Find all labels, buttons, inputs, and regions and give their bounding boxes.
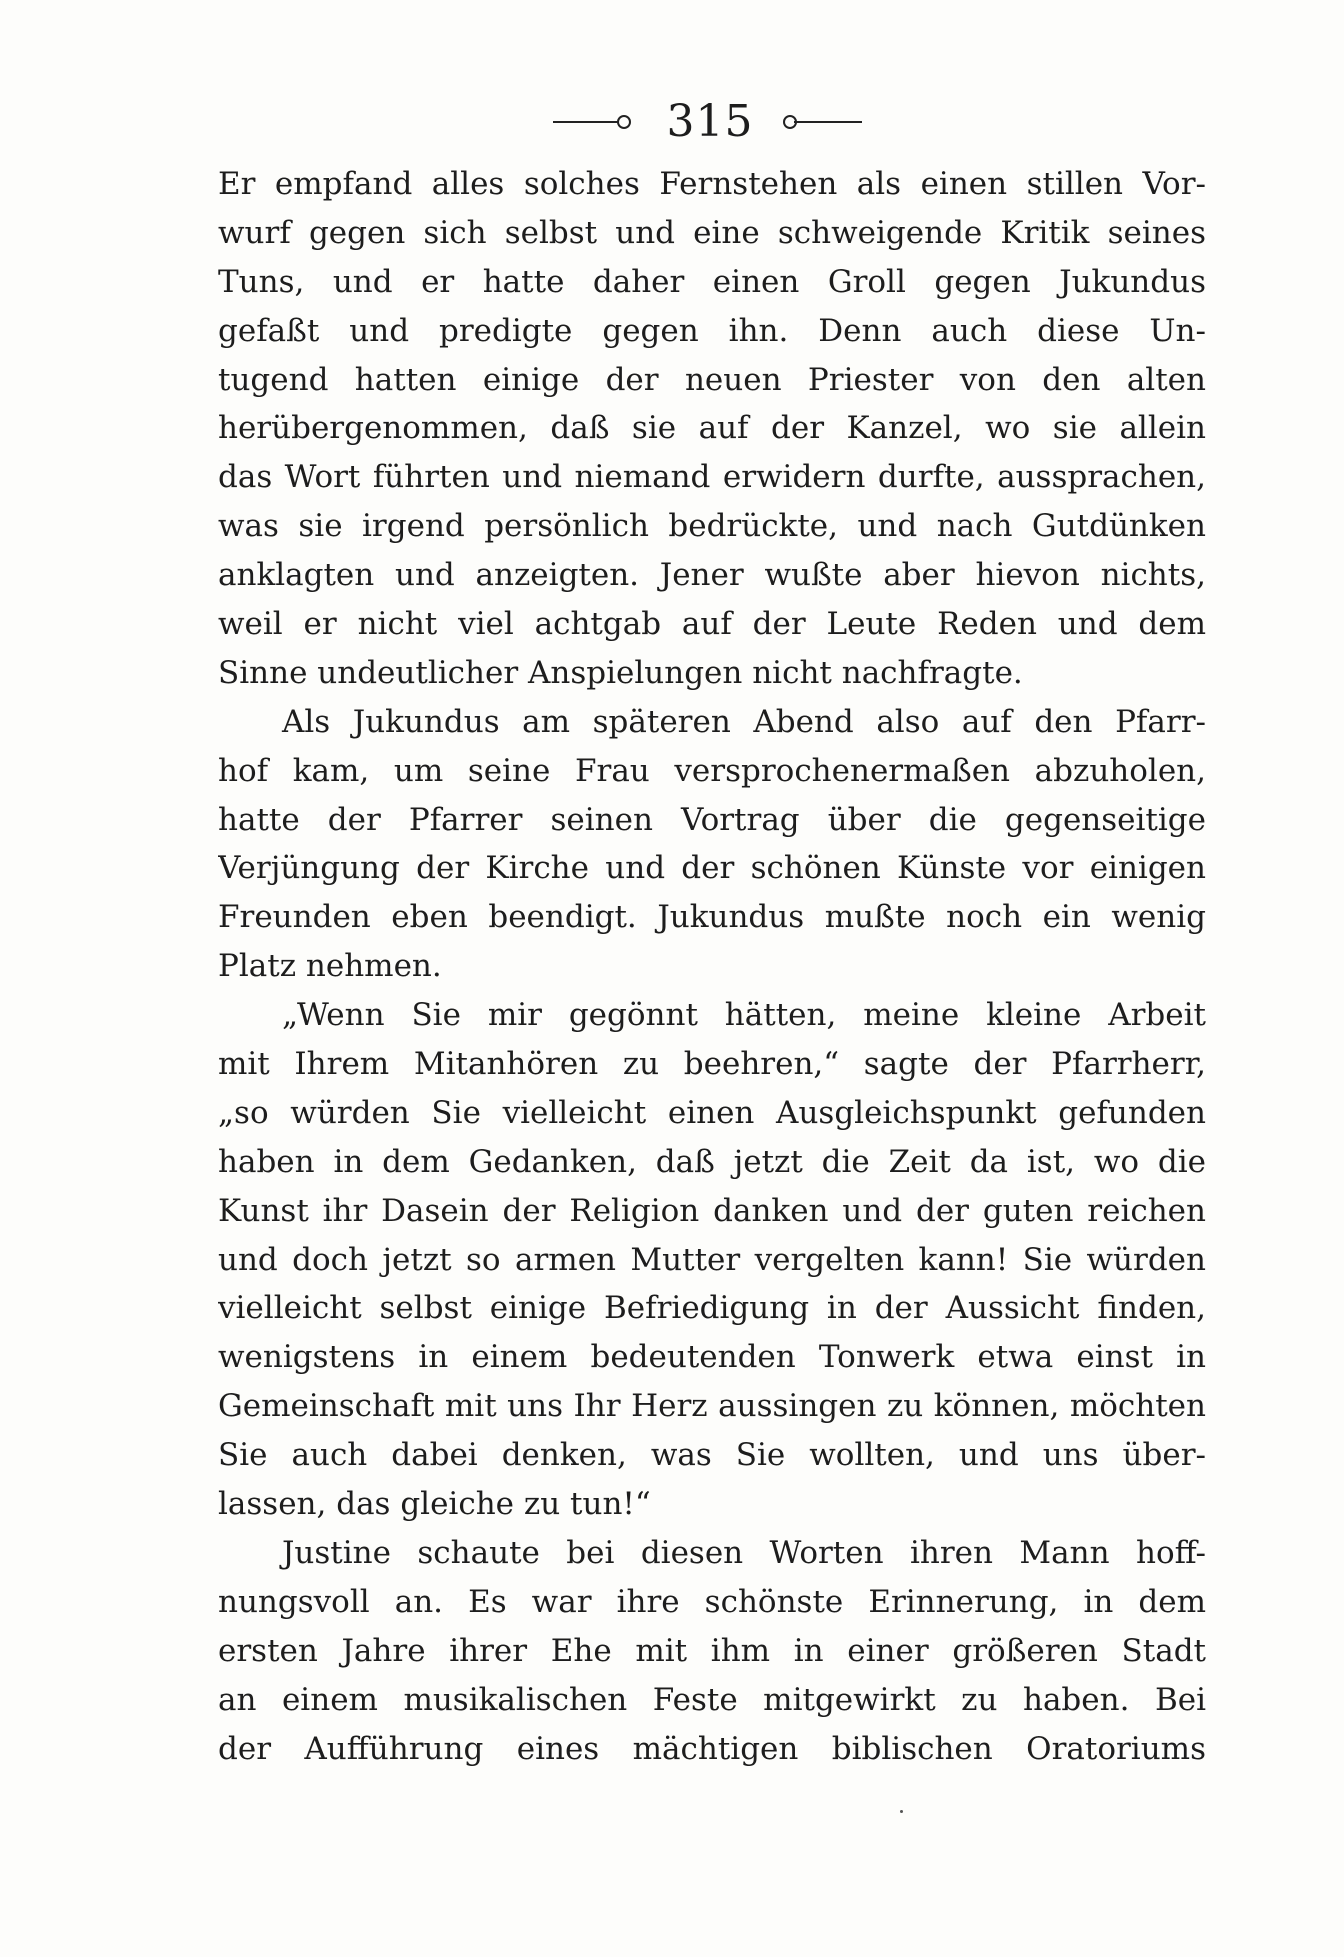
header-rule-right xyxy=(794,121,862,123)
text-line: der Aufführung eines mächtigen biblischen Oratoriums xyxy=(218,1730,1206,1767)
text-line: haben in dem Gedanken, daß jetzt die Zeit da ist, wo die xyxy=(218,1143,1206,1180)
text-line: nungsvoll an. Es war ihre schönste Erinnerung, in dem xyxy=(218,1583,1206,1620)
text-line: Gemeinschaft mit uns Ihr Herz aussingen zu können, möchten xyxy=(218,1388,1206,1425)
text-line: tugend hatten einige der neuen Priester von den alten xyxy=(218,361,1206,398)
header-ornament-left xyxy=(617,115,631,129)
text-line: vielleicht selbst einige Befriedigung in der Aussicht finden, xyxy=(218,1290,1206,1327)
paper-speck xyxy=(900,1810,903,1813)
text-line: Verjüngung der Kirche und der schönen Künste vor einigen xyxy=(218,850,1206,887)
text-line: ersten Jahre ihrer Ehe mit ihm in einer größeren Stadt xyxy=(218,1632,1206,1669)
text-line: hof kam, um seine Frau versprochenermaßen abzuholen, xyxy=(218,752,1206,789)
text-line: hatte der Pfarrer seinen Vortrag über die gegenseitige xyxy=(218,801,1206,838)
text-line: Tuns, und er hatte daher einen Groll gegen Jukundus xyxy=(218,263,1206,300)
text-line: Kunst ihr Dasein der Religion danken und der guten reichen xyxy=(218,1192,1206,1229)
text-line: Er empfand alles solches Fernstehen als einen stillen Vor- xyxy=(218,166,1206,202)
text-line-paragraph-end: Sinne undeutlicher Anspielungen nicht nachfragte. xyxy=(218,654,1023,691)
text-line: anklagten und anzeigten. Jener wußte aber hievon nichts, xyxy=(218,557,1206,594)
text-line: „so würden Sie vielleicht einen Ausgleichspunkt gefunden xyxy=(218,1094,1206,1131)
text-line: an einem musikalischen Feste mitgewirkt zu haben. Bei xyxy=(218,1681,1206,1718)
text-line: das Wort führten und niemand erwidern durfte, aussprachen, xyxy=(218,459,1206,496)
text-line: und doch jetzt so armen Mutter vergelten kann! Sie würden xyxy=(218,1241,1206,1278)
text-line-paragraph-start: „Wenn Sie mir gegönnt hätten, meine kleine Arbeit xyxy=(282,997,1206,1034)
body-text xyxy=(218,160,1206,1773)
header-rule-left xyxy=(553,121,621,123)
page-header xyxy=(0,92,1344,152)
text-line: herübergenommen, daß sie auf der Kanzel, wo sie allein xyxy=(218,410,1206,447)
text-line: mit Ihrem Mitanhören zu beehren,“ sagte der Pfarrherr, xyxy=(218,1046,1206,1083)
text-line-paragraph-start: Als Jukundus am späteren Abend also auf den Pfarr- xyxy=(282,703,1206,740)
text-line-paragraph-start: Justine schaute bei diesen Worten ihren Mann hoff- xyxy=(282,1534,1206,1571)
page-number: 315 xyxy=(666,96,754,147)
text-line: Freunden eben beendigt. Jukundus mußte noch ein wenig xyxy=(218,899,1206,936)
text-line: wurf gegen sich selbst und eine schweigende Kritik seines xyxy=(218,214,1206,251)
text-line-paragraph-end: lassen, das gleiche zu tun!“ xyxy=(218,1486,651,1523)
text-line: weil er nicht viel achtgab auf der Leute Reden und dem xyxy=(218,606,1206,643)
text-line: gefaßt und predigte gegen ihn. Denn auch diese Un- xyxy=(218,312,1206,349)
text-line: Sie auch dabei denken, was Sie wollten, und uns über- xyxy=(218,1437,1206,1474)
text-line: was sie irgend persönlich bedrückte, und nach Gutdünken xyxy=(218,508,1206,545)
text-line: wenigstens in einem bedeutenden Tonwerk etwa einst in xyxy=(218,1339,1206,1376)
text-line-paragraph-end: Platz nehmen. xyxy=(218,948,442,985)
